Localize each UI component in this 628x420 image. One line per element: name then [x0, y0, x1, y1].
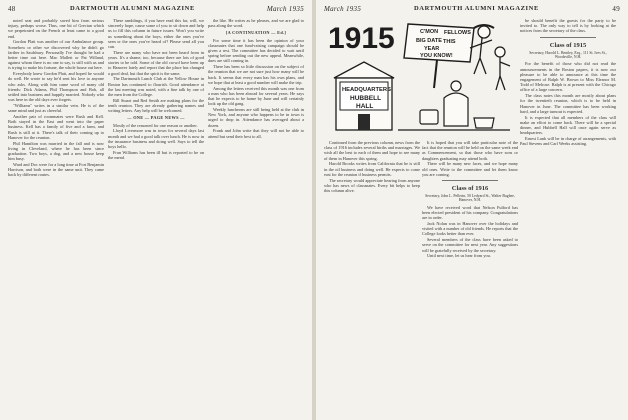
paragraph: It is hoped that you will take particular note of the fact that the reunion will be held on the same week end as Commencement, so that those who have sons or daughters graduating may attend both. — [422, 140, 518, 161]
issue-date: March 1935 — [324, 5, 362, 13]
svg-text:THIS: THIS — [443, 39, 456, 45]
paragraph: Mostly of the reasoned for one reason or another. — [113, 122, 198, 128]
paragraph: It is expected that all members of the class will make an effort to come back. There will be a special dinner, and Hubbell Hall will once again serve as headquarters. — [520, 114, 616, 136]
paragraph: Weekly luncheons are still being held at the club in New York, and anyone who happens to be in town is urged to drop in. Attendance has averaged about a dozen. — [208, 107, 304, 128]
left-page — [0, 0, 312, 420]
paragraph: There has been so little discussion on the subject of the reunion that we are not sure just how many will be back. It seems that every man has his own plans, and we hope that at least a good number will make the trip. — [208, 64, 304, 85]
paragraph: "Williams" writes in a similar vein. He is of the same mind and just as cheerful. — [8, 103, 104, 114]
paragraph: These ramblings, if you have read this far, will, we sincerely hope, cause some of you to sit down and help us to fill this column in future issues. Won't you write us something about the boys, either the ones you've seen or the ones you've heard of? Please send all you can. — [108, 18, 204, 50]
svg-text:FELLOWS: FELLOWS — [444, 30, 471, 36]
section-heading: — ONE — PAGE NEWS — — [127, 115, 185, 121]
paragraph: Bill Stuart and Red Smith are making plans for the tenth reunion. They are already gathering names and writing letters. Any help will be welcomed. — [108, 97, 204, 114]
paragraph: The secretary would appreciate hearing from anyone who has news of classmates. Every bit helps to keep this column alive. — [324, 177, 420, 194]
paragraph: Jack Nolan was in Hanover over the holidays and visited with a number of old friends. He reports that the College looks better than ever. — [422, 221, 518, 237]
paragraph: Ernest Lank will be in charge of arrangements, with Paul Stevens and Carl Weeks assisting. — [520, 136, 616, 147]
paragraph: the like. He writes as he pleases, and we are glad to pass along the word. — [208, 18, 304, 29]
left-page-header — [8, 5, 304, 15]
page-number: 49 — [612, 5, 620, 13]
svg-text:HEADQUARTERS: HEADQUARTERS — [342, 87, 391, 93]
paragraph: The class notes this month are mostly about plans for the twentieth reunion, which is to be held in Hanover in June. The committee has been working hard, and a large turnout is expected. — [520, 93, 616, 114]
svg-text:C'MON: C'MON — [420, 29, 439, 35]
paragraph: We have received word that Nelson Fulford has been elected president of his company. Congratulations are in order. — [422, 204, 518, 221]
issue-date: March 1935 — [266, 5, 304, 13]
paragraph: Everybody knew Gordon Platt, and hoped he would do well. He wrote to say he'd sent his love to anyone who asks. Along with him came word of many old friends: Dick Adams, Phil Thompson and Bob, all settled into business and happily married. Nobody who was here in the old days ever forgets. — [8, 71, 104, 103]
reunion-cartoon-illustration — [324, 18, 514, 136]
divider — [540, 37, 596, 38]
paragraph: Frank and John write that they will not be able to attend but send their best to all. — [208, 128, 304, 139]
running-title: DARTMOUTH ALUMNI MAGAZINE — [70, 5, 195, 12]
svg-text:YEAR: YEAR — [424, 46, 440, 52]
paragraph: Until next time, let us hear from you. — [427, 253, 491, 259]
paragraph: Several members of the class have been asked to serve on the committee for next year. Any suggestions will be gratefully received by the secretary. — [422, 237, 518, 253]
paragraph: For the benefit of those who did not read the announcements in the Boston papers, it is now our pleasure to be able to announce at this time the engagement of Ralph W. Brown to Miss Eleanor M. Todd of Melrose. Ralph is at present with the Chicago office of a large concern. — [520, 61, 616, 93]
paragraph: Phil Hamilton was married in the fall and is now living in Cleveland, where he has been since graduation. Two boys, a dog, and a new house keep him busy. — [8, 140, 104, 162]
paragraph: There are many who have not been heard from in years. It's a shame, too, because there are lots of good stories to be told. Some of the old crowd have been up to Hanover lately and report that the place has changed a good deal, but that the spirit is the same. — [108, 49, 204, 76]
paragraph: Ward and Doc were for a long time at Fort Benjamin Harrison, and both were in the same unit. They came back by different routes. — [8, 162, 104, 178]
right-column-1 — [324, 140, 420, 416]
right-column-3 — [520, 18, 616, 416]
right-page — [316, 0, 628, 420]
left-column-1 — [8, 18, 104, 416]
divider — [442, 180, 498, 181]
class-secretary: Secretary, John L. Pellerin, 50 Ledyard St., Walter Bugbee, Hanover, N.H. — [425, 194, 515, 203]
paragraph: Another pair of roommates were Rush and Kell. Both stayed in the East and went into the paper business. Kell has a family of five and a farm, and Rush is still at it. There's talk of their coming up to Hanover for the reunion. — [8, 114, 104, 140]
class-heading: Class of 1916 — [451, 185, 489, 193]
svg-text:BIG DATE: BIG DATE — [416, 38, 442, 44]
svg-text:HUBBELL: HUBBELL — [350, 95, 382, 102]
svg-text:HALL: HALL — [356, 103, 374, 110]
running-title: DARTMOUTH ALUMNI MAGAZINE — [414, 5, 539, 12]
paragraph: Gordon Platt was another of our Ambulance group. Somehow or other we discovered why he didn't go farther in Saulsbury. Personally I've thought he had a better time out here. Mac Mallett or Pat Willand, against whom there is no one to say, is still with us and is trying to make his fortune, the whole house out here. — [8, 39, 104, 71]
paragraph: noted seat and probably saved him from serious injury, perhaps worse. Thus, one bit of Grecian which we perpetrated on the French at least came to a good end. — [8, 18, 104, 39]
class-secretary: Secretary, Harold L. Bentley, Esq., 111 St. Ives St., Woodsville, N.H. — [529, 50, 607, 60]
paragraph: Harold Brooks writes from California that he is still in the oil business and doing well. He expects to come east for the reunion if business permits. — [324, 161, 420, 177]
paragraph: The Dartmouth Lunch Club at the Yellow House in Boston has continued to flourish. Good attendance at the last meeting was noted, with a fine talk by one of the men from the College. — [108, 76, 204, 98]
paragraph: be should benefit the guests for the party to be invited to. The only way to tell is by looking at the notices from the secretary of the class. — [520, 18, 616, 34]
right-page-header — [324, 5, 620, 15]
paragraph: For some time it has been the opinion of your classmates that one fund-raising campaign should be given a rest. The committee has decided to wait until spring before sending out the new appeal. Meanwhile, dues are still coming in. — [208, 37, 304, 64]
year-lettering: 1915 — [328, 22, 395, 55]
paragraph: Fran Williams has been ill but is reported to be on the mend. — [108, 149, 204, 161]
right-column-2 — [422, 140, 518, 416]
page-number: 48 — [8, 5, 16, 13]
paragraph: There will be many new faces, and we hope many old ones. Write to the committee and let them know you are coming. — [422, 161, 518, 177]
section-heading: [A CONTINUATION — Ed.] — [225, 30, 287, 36]
paragraph: Among the letters received this month was one from a man who has been abroad for several years. He says that he expects to be home by June and will certainly look up the old gang. — [208, 85, 304, 107]
left-column-2 — [108, 18, 204, 416]
paragraph: Continued from the previous column, news from the class of 1916 includes several births and marriages. We wish all the best to each of them and hope to see many of them in Hanover this spring. — [324, 140, 420, 161]
paragraph: Lloyd Livermore was in town for several days last month and we had a good talk over lunch. He is now in the insurance business and doing well. Says to tell the boys hello. — [108, 128, 204, 150]
left-column-3 — [208, 18, 304, 416]
class-heading: Class of 1915 — [549, 41, 587, 49]
svg-text:YOU KNOW!: YOU KNOW! — [420, 53, 453, 59]
